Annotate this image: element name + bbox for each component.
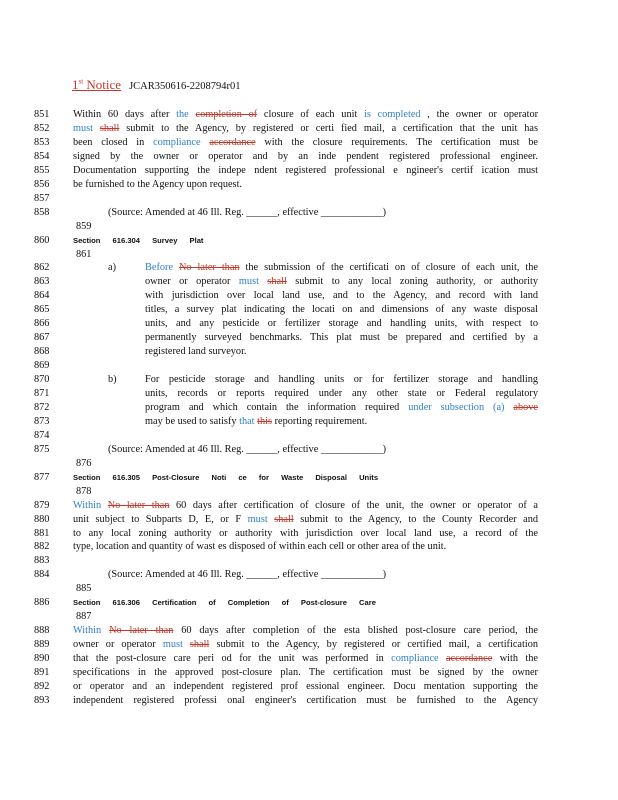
deleted-text: No later than: [179, 262, 240, 274]
document-line: [0, 234, 618, 248]
document-line: [0, 359, 618, 373]
line-text: been closed in compliance accordance with the closure requirements. The certification must be: [73, 136, 538, 148]
line-number: 852: [34, 122, 50, 134]
line-text: 861: [76, 248, 92, 260]
inserted-text: must: [238, 276, 259, 288]
line-text: Within No later than 60 days after completion of the esta blished post-closure care period, the: [73, 625, 538, 637]
section-heading: Section 616.304 Survey Plat: [73, 235, 204, 245]
line-text: Before No later than the submission of the certificati on of closure of each unit, the: [145, 262, 538, 274]
line-text: 878: [76, 485, 92, 497]
line-number: 857: [34, 192, 50, 204]
subsection-label: b): [108, 374, 117, 386]
inserted-text: Within: [73, 625, 102, 637]
line-number: 855: [34, 164, 50, 176]
line-number: 865: [34, 304, 50, 316]
line-number: 873: [34, 415, 50, 427]
line-text: 887: [76, 611, 92, 623]
line-number: 872: [34, 401, 50, 413]
document-line: [0, 554, 618, 568]
document-line: [0, 275, 618, 289]
deleted-text: this: [257, 415, 273, 427]
document-line: [0, 540, 618, 554]
document-line: [0, 457, 618, 471]
inserted-text: under subsection (a): [408, 401, 505, 413]
document-line: [0, 638, 618, 652]
subsection-label: a): [108, 262, 116, 274]
inserted-text: that: [239, 415, 255, 427]
line-text: signed by the owner or operator and by an inde pendent registered professional engineer.: [73, 150, 538, 162]
line-text: specifications in the approved post-closure plan. The certification must be signed by the owner: [73, 667, 538, 678]
line-number: 858: [34, 206, 50, 218]
line-text: that the post-closure care peri od for the unit was performed in compliance accordance with the: [73, 653, 538, 665]
line-text: owner or operator must shall submit to the Agency, by registered or certified mail, a certification: [73, 639, 539, 651]
line-text: must shall submit to the Agency, by registered or certi fied mail, a certification that the unit has: [73, 122, 538, 134]
line-number: 879: [34, 499, 50, 511]
inserted-text: the: [176, 109, 189, 120]
line-text: units, and any pesticide or fertilizer storage and handling units, with respect to: [145, 318, 538, 330]
document-line: [0, 568, 618, 582]
line-text: (Source: Amended at 46 Ill. Reg. ______, effective ____________): [108, 443, 387, 455]
document-line: [0, 387, 618, 401]
document-line: [0, 666, 618, 680]
document-line: [0, 680, 618, 694]
line-number: 853: [34, 136, 50, 148]
line-number: 868: [34, 346, 50, 358]
deleted-text: shall: [274, 513, 294, 525]
line-number: 893: [34, 694, 50, 706]
inserted-text: compliance: [153, 136, 201, 148]
document-line: [0, 303, 618, 317]
line-text: registered land surveyor.: [145, 346, 247, 358]
document-line: [0, 652, 618, 666]
line-number: 862: [34, 262, 50, 274]
deleted-text: shall: [267, 276, 287, 288]
document-line: [0, 624, 618, 638]
document-line: [0, 261, 618, 275]
line-number: 874: [34, 429, 50, 441]
deleted-text: shall: [99, 122, 120, 134]
inserted-text: must: [73, 122, 94, 134]
line-text: or operator and an independent registered prof essional engineer. Docu mentation supporting the: [73, 680, 538, 692]
line-text: to any local zoning authority or authority with jurisdiction over local land use, a record of the: [73, 527, 538, 539]
document-line: [0, 331, 618, 345]
line-text: independent registered professi onal engineer's certification must be furnished to the Agency: [73, 694, 538, 706]
line-text: 859: [76, 220, 92, 232]
line-number: 880: [34, 513, 50, 525]
line-number: 867: [34, 332, 50, 344]
line-number: 889: [34, 639, 50, 651]
line-number: 888: [34, 625, 50, 637]
line-text: be furnished to the Agency upon request.: [73, 178, 242, 190]
document-line: [0, 429, 618, 443]
line-text: titles, a survey plat indicating the locati on and dimensions of any waste disposal: [145, 304, 538, 316]
deleted-text: accordance: [209, 136, 256, 148]
deleted-text: completion of: [195, 109, 258, 120]
document-line: [0, 345, 618, 359]
line-number: 870: [34, 374, 50, 386]
line-text: 885: [76, 583, 92, 595]
line-number: 891: [34, 667, 50, 678]
document-line: [0, 192, 618, 206]
document-line: [0, 108, 618, 122]
line-text: Within No later than 60 days after certification of closure of the unit, the owner or operator of a: [73, 499, 538, 511]
deleted-text: No later than: [109, 625, 174, 637]
line-number: 875: [34, 443, 50, 455]
document-line: [0, 610, 618, 624]
document-line: [0, 136, 618, 150]
document-line: [0, 206, 618, 220]
line-number: 856: [34, 178, 50, 190]
document-line: [0, 289, 618, 303]
deleted-text: shall: [189, 639, 210, 651]
document-line: [0, 220, 618, 234]
inserted-text: compliance: [391, 653, 439, 665]
document-line: [0, 373, 618, 387]
document-line: [0, 527, 618, 541]
line-text: For pesticide storage and handling units or for fertilizer storage and handling: [145, 374, 538, 386]
section-heading: Section 616.305 Post-Closure Noti ce for Waste Disposal Units: [73, 472, 379, 482]
line-text: type, location and quantity of wast es disposed of within each cell or other area of the unit.: [73, 541, 447, 553]
document-line: [0, 415, 618, 429]
notice-header: [72, 77, 241, 93]
line-text: 876: [76, 457, 92, 469]
inserted-text: must: [162, 639, 183, 651]
line-text: may be used to satisfy that this reporting requirement.: [145, 415, 368, 427]
line-number: 854: [34, 150, 50, 162]
document-line: [0, 150, 618, 164]
line-number: 890: [34, 653, 50, 665]
line-number: 882: [34, 541, 50, 553]
line-text: permanently surveyed benchmarks. This plat must be prepared and certified by a: [145, 332, 538, 344]
document-line: [0, 164, 618, 178]
line-number: 883: [34, 555, 50, 567]
line-number: 863: [34, 276, 50, 288]
line-text: unit subject to Subparts D, E, or F must shall submit to the Agency, to the County Recorder and: [73, 513, 538, 525]
document-line: [0, 596, 618, 610]
document-line: [0, 499, 618, 513]
line-number: 869: [34, 360, 50, 372]
jcar-code: JCAR350616-2208794r01: [129, 81, 241, 92]
line-text: owner or operator must shall submit to any local zoning authority, or authority: [145, 276, 539, 288]
document-line: [0, 317, 618, 331]
line-number: 884: [34, 569, 50, 581]
line-number: 881: [34, 527, 50, 539]
line-number: 877: [34, 471, 50, 483]
inserted-text: is completed: [364, 109, 421, 120]
line-text: program and which contain the information required under subsection (a) above: [145, 401, 538, 413]
inserted-text: Before: [145, 262, 174, 274]
line-text: (Source: Amended at 46 Ill. Reg. ______, effective ____________): [108, 206, 387, 218]
line-number: 871: [34, 388, 50, 399]
line-text: (Source: Amended at 46 Ill. Reg. ______, effective ____________): [108, 569, 387, 581]
deleted-text: accordance: [446, 653, 493, 665]
document-line: [0, 485, 618, 499]
document-line: [0, 248, 618, 262]
document-line: [0, 122, 618, 136]
document-line: [0, 401, 618, 415]
section-heading: Section 616.306 Certification of Completion of Post-closure Care: [73, 598, 376, 608]
document-line: [0, 471, 618, 485]
document-line: [0, 443, 618, 457]
inserted-text: Within: [73, 499, 102, 511]
document-line: [0, 513, 618, 527]
line-number: 851: [34, 109, 50, 120]
line-number: 886: [34, 597, 50, 609]
line-number: 860: [34, 234, 50, 246]
document-line: [0, 582, 618, 596]
line-text: Documentation supporting the indepe ndent registered professional e ngineer's certif ication must: [73, 164, 538, 176]
inserted-text: must: [247, 513, 268, 525]
document-line: [0, 694, 618, 708]
deleted-text: No later than: [107, 499, 170, 511]
line-number: 864: [34, 290, 50, 302]
line-text: units, records or reports required under any other state or Federal regulatory: [145, 388, 538, 399]
line-number: 892: [34, 680, 50, 692]
notice-label: 1st Notice: [72, 77, 122, 92]
deleted-text: above: [513, 401, 538, 413]
line-text: Within 60 days after the completion of closure of each unit is completed , the owner or operator: [73, 109, 539, 120]
document-line: [0, 178, 618, 192]
line-number: 866: [34, 318, 50, 330]
line-text: with jurisdiction over local land use, and to the Agency, and record with land: [145, 290, 538, 302]
